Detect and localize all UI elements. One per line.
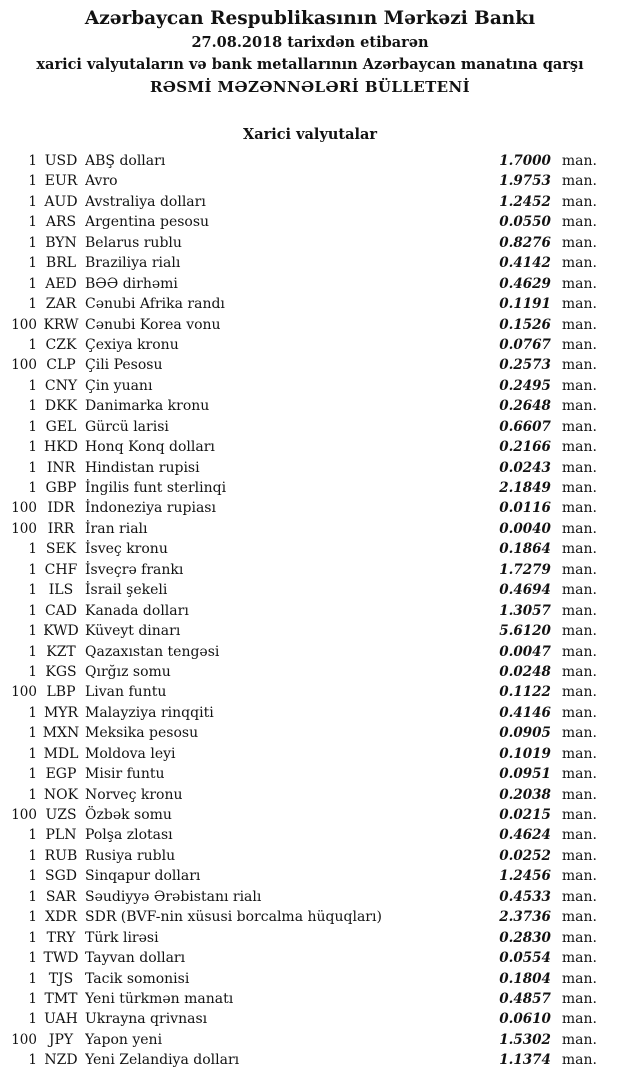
table-row [0, 969, 620, 989]
currency-name: Norveç kronu [85, 786, 183, 803]
table-row [0, 887, 620, 907]
quantity: 1 [28, 214, 37, 231]
unit-label: man. [561, 745, 597, 762]
currency-code: NOK [43, 786, 79, 803]
exchange-rate: 0.0040 [499, 520, 551, 537]
quantity: 1 [28, 541, 37, 558]
quantity: 100 [11, 316, 37, 333]
unit-label: man. [561, 296, 597, 313]
table-row [0, 437, 620, 457]
currency-name: Polşa zlotası [85, 827, 173, 844]
table-row [0, 335, 620, 355]
currency-name: Türk lirəsi [85, 929, 159, 946]
unit-label: man. [561, 909, 597, 926]
table-row [0, 682, 620, 702]
table-row [0, 621, 620, 641]
quantity: 1 [28, 888, 37, 905]
table-row [0, 315, 620, 335]
table-row [0, 866, 620, 886]
quantity: 1 [28, 745, 37, 762]
currency-name: Ukrayna qrivnası [85, 1011, 208, 1028]
exchange-rate: 1.7279 [499, 561, 551, 578]
table-row [0, 274, 620, 294]
table-row [0, 601, 620, 621]
exchange-rate: 5.6120 [499, 623, 551, 640]
exchange-rate: 0.1191 [499, 296, 551, 313]
quantity: 1 [28, 602, 37, 619]
table-row [0, 642, 620, 662]
currency-name: BƏƏ dirhəmi [85, 275, 178, 292]
currency-code: BYN [45, 234, 77, 251]
currency-name: Braziliya rialı [85, 255, 181, 272]
currency-name: Çin yuanı [85, 377, 153, 394]
unit-label: man. [561, 520, 597, 537]
currency-code: GBP [45, 480, 77, 496]
exchange-rate: 1.5302 [499, 1031, 551, 1048]
currency-code: BRL [45, 255, 77, 272]
exchange-rate: 0.4629 [499, 275, 551, 292]
unit-label: man. [561, 500, 597, 517]
currency-name: Qırğız somu [85, 663, 171, 680]
table-row [0, 662, 620, 682]
currency-name: Özbək somu [85, 807, 172, 823]
quantity: 100 [11, 1031, 37, 1048]
quantity: 100 [11, 357, 37, 374]
table-row [0, 171, 620, 191]
unit-label: man. [561, 888, 597, 905]
exchange-rate: 0.0554 [499, 950, 551, 967]
exchange-rate: 1.7000 [499, 153, 551, 169]
exchange-rate: 1.1374 [499, 1052, 551, 1069]
currency-code: ARS [45, 214, 77, 231]
table-row [0, 233, 620, 253]
table-row [0, 498, 620, 518]
exchange-rate: 0.4624 [499, 827, 551, 844]
currency-code: MYR [43, 704, 79, 721]
quantity: 1 [28, 990, 37, 1007]
quantity: 1 [28, 1011, 37, 1028]
table-row [0, 253, 620, 273]
quantity: 1 [28, 909, 37, 926]
exchange-rate: 0.0951 [499, 766, 551, 783]
unit-label: man. [561, 153, 597, 169]
exchange-rate: 0.6607 [499, 418, 551, 435]
exchange-rate: 1.9753 [499, 173, 551, 190]
exchange-rate: 1.3057 [499, 602, 551, 619]
currency-code: LBP [46, 684, 76, 701]
currency-code: DKK [44, 398, 78, 415]
quantity: 1 [28, 296, 37, 313]
table-row [0, 825, 620, 845]
exchange-rate: 1.2452 [499, 193, 551, 210]
currency-name: Çili Pesosu [85, 357, 163, 374]
table-row [0, 744, 620, 764]
unit-label: man. [561, 623, 597, 640]
table-row [0, 907, 620, 927]
currency-code: JPY [48, 1031, 74, 1048]
table-row [0, 417, 620, 437]
currency-code: KGS [45, 663, 77, 680]
unit-label: man. [561, 1031, 597, 1048]
unit-label: man. [561, 786, 597, 803]
quantity: 1 [28, 193, 37, 210]
quantity: 1 [28, 459, 37, 476]
table-row [0, 928, 620, 948]
currency-name: Çexiya kronu [85, 336, 179, 353]
exchange-rate: 0.4857 [499, 990, 551, 1007]
table-row [0, 580, 620, 600]
currency-code: USD [44, 153, 78, 169]
table-row [0, 764, 620, 784]
exchange-rate: 0.0252 [499, 847, 551, 864]
quantity: 1 [28, 173, 37, 190]
table-row [0, 723, 620, 743]
table-row [0, 396, 620, 416]
unit-label: man. [561, 173, 597, 190]
effective-date-line: 27.08.2018 tarixdən etibarən [191, 34, 429, 51]
currency-code: TJS [48, 970, 74, 987]
unit-label: man. [561, 827, 597, 844]
unit-label: man. [561, 663, 597, 680]
quantity: 1 [28, 704, 37, 721]
quantity: 1 [28, 643, 37, 660]
unit-label: man. [561, 439, 597, 456]
quantity: 1 [28, 623, 37, 640]
unit-label: man. [561, 459, 597, 476]
table-row [0, 212, 620, 232]
unit-label: man. [561, 970, 597, 987]
unit-label: man. [561, 357, 597, 374]
exchange-rate: 1.2456 [499, 868, 551, 885]
currency-code: AUD [44, 193, 78, 210]
quantity: 1 [28, 480, 37, 496]
unit-label: man. [561, 398, 597, 415]
table-row [0, 1030, 620, 1050]
currency-name: Kanada dolları [85, 602, 189, 619]
exchange-rate: 0.2830 [499, 929, 551, 946]
quantity: 1 [28, 439, 37, 456]
currency-name: Yapon yeni [85, 1031, 163, 1048]
table-row [0, 785, 620, 805]
quantity: 1 [28, 847, 37, 864]
currency-code: UAH [44, 1011, 78, 1028]
unit-label: man. [561, 480, 597, 496]
currency-name: SDR (BVF-nin xüsusi borcalma hüquqları) [85, 909, 382, 926]
table-row [0, 703, 620, 723]
unit-label: man. [561, 684, 597, 701]
section-title-foreign-currencies: Xarici valyutalar [242, 126, 378, 143]
currency-name: Rusiya rublu [85, 847, 176, 864]
quantity: 1 [28, 275, 37, 292]
currency-name: ABŞ dolları [85, 153, 166, 169]
currency-name: Misir funtu [85, 766, 165, 783]
quantity: 100 [11, 520, 37, 537]
currency-code: SAR [45, 888, 77, 905]
currency-name: Tacik somonisi [85, 970, 190, 987]
quantity: 1 [28, 398, 37, 415]
currency-name: Honq Konq dolları [85, 439, 215, 456]
quantity: 1 [28, 950, 37, 967]
currency-code: NZD [44, 1052, 78, 1069]
table-row [0, 948, 620, 968]
quantity: 1 [28, 827, 37, 844]
quantity: 1 [28, 868, 37, 885]
currency-code: EUR [44, 173, 78, 190]
unit-label: man. [561, 766, 597, 783]
unit-label: man. [561, 541, 597, 558]
currency-code: MXN [42, 725, 80, 742]
exchange-rate: 0.4694 [499, 582, 551, 599]
currency-code: TRY [46, 929, 76, 946]
currency-name: Cənubi Korea vonu [85, 316, 221, 333]
currency-code: RUB [44, 847, 78, 864]
exchange-rate: 0.2495 [499, 377, 551, 394]
currency-code: INR [46, 459, 76, 476]
currency-code: IRR [47, 520, 75, 537]
exchange-rate: 0.1526 [499, 316, 551, 333]
unit-label: man. [561, 725, 597, 742]
currency-code: KWD [43, 623, 79, 640]
bulletin-title: RƏSMİ MƏZƏNNƏLƏRİ BÜLLETENİ [149, 78, 471, 96]
exchange-rate: 0.1864 [499, 541, 551, 558]
currency-code: EGP [45, 766, 77, 783]
currency-code: KRW [43, 316, 79, 333]
currency-name: Sinqapur dolları [85, 868, 201, 885]
unit-label: man. [561, 336, 597, 353]
quantity: 1 [28, 234, 37, 251]
table-row [0, 376, 620, 396]
currency-name: Danimarka kronu [85, 398, 210, 415]
unit-label: man. [561, 214, 597, 231]
currency-name: Meksika pesosu [85, 725, 199, 742]
exchange-rate: 0.8276 [499, 234, 551, 251]
currency-name: Malayziya rinqqiti [85, 704, 214, 721]
currency-code: CLP [46, 357, 76, 374]
currency-name: Avstraliya dolları [85, 193, 206, 210]
exchange-rate: 0.2648 [499, 398, 551, 415]
exchange-rate: 0.0248 [499, 663, 551, 680]
unit-label: man. [561, 643, 597, 660]
quantity: 1 [28, 336, 37, 353]
currency-name: Belarus rublu [85, 234, 182, 251]
exchange-rate: 0.0047 [499, 643, 551, 660]
table-row [0, 1009, 620, 1029]
quantity: 1 [28, 418, 37, 435]
quantity: 1 [28, 766, 37, 783]
currency-code: CNY [44, 377, 78, 394]
table-row [0, 539, 620, 559]
unit-label: man. [561, 275, 597, 292]
currency-name: Moldova leyi [85, 745, 176, 762]
quantity: 1 [28, 663, 37, 680]
table-row [0, 989, 620, 1009]
exchange-rate: 0.4533 [499, 888, 551, 905]
exchange-rate: 0.0550 [499, 214, 551, 231]
exchange-rate: 2.1849 [499, 480, 551, 496]
currency-name: Gürcü larisi [85, 418, 169, 435]
exchange-rate: 0.1122 [499, 684, 551, 701]
bank-title: Azərbaycan Respublikasının Mərkəzi Bankı [84, 8, 536, 29]
table-row [0, 192, 620, 212]
currency-code: GEL [45, 418, 77, 435]
unit-label: man. [561, 807, 597, 823]
exchange-rate: 2.3736 [499, 909, 551, 926]
currency-code: MDL [43, 745, 79, 762]
currency-name: Cənubi Afrika randı [85, 296, 225, 313]
unit-label: man. [561, 316, 597, 333]
exchange-rate: 0.4142 [499, 255, 551, 272]
unit-label: man. [561, 234, 597, 251]
currency-code: UZS [45, 807, 77, 823]
currency-code: HKD [44, 439, 78, 456]
unit-label: man. [561, 868, 597, 885]
exchange-rate: 0.0767 [499, 336, 551, 353]
bulletin-header [0, 0, 620, 98]
unit-label: man. [561, 1011, 597, 1028]
currency-name: Argentina pesosu [85, 214, 210, 231]
currency-name: İsveçrə frankı [85, 561, 184, 578]
currency-name: Qazaxıstan tengəsi [85, 643, 220, 660]
currency-code: AED [45, 275, 77, 292]
table-row [0, 805, 620, 825]
currency-name: Hindistan rupisi [85, 459, 200, 476]
exchange-rate: 0.0905 [499, 725, 551, 742]
unit-label: man. [561, 255, 597, 272]
unit-label: man. [561, 929, 597, 946]
unit-label: man. [561, 950, 597, 967]
exchange-rate: 0.0116 [499, 500, 551, 517]
quantity: 1 [28, 970, 37, 987]
currency-name: İngilis funt sterlinqi [85, 480, 227, 496]
quantity: 1 [28, 786, 37, 803]
quantity: 1 [28, 582, 37, 599]
unit-label: man. [561, 561, 597, 578]
currency-code: PLN [45, 827, 77, 844]
quantity: 1 [28, 929, 37, 946]
table-row [0, 478, 620, 498]
rates-table [0, 151, 620, 1071]
currency-name: Yeni türkmən manatı [85, 990, 234, 1007]
table-row [0, 355, 620, 375]
table-row [0, 1050, 620, 1070]
currency-name: Yeni Zelandiya dolları [85, 1052, 240, 1069]
exchange-rate: 0.1804 [499, 970, 551, 987]
exchange-rate: 0.4146 [499, 704, 551, 721]
currency-code: CZK [45, 336, 77, 353]
quantity: 1 [28, 561, 37, 578]
unit-label: man. [561, 1052, 597, 1069]
exchange-rate: 0.2038 [499, 786, 551, 803]
currency-name: İndoneziya rupiası [85, 500, 216, 517]
exchange-rate: 0.0243 [499, 459, 551, 476]
subtitle-line: xarici valyutaların və bank metallarının Azərbaycan manatına qarşı [36, 56, 584, 73]
exchange-rate: 0.0215 [499, 807, 551, 823]
unit-label: man. [561, 704, 597, 721]
table-row [0, 846, 620, 866]
quantity: 1 [28, 153, 37, 169]
quantity: 1 [28, 1052, 37, 1069]
currency-name: Küveyt dinarı [85, 623, 181, 640]
currency-name: Livan funtu [85, 684, 167, 701]
currency-name: İsrail şekeli [85, 582, 168, 599]
exchange-rate: 0.2573 [499, 357, 551, 374]
currency-code: ZAR [45, 296, 77, 313]
currency-code: ILS [48, 582, 74, 599]
quantity: 100 [11, 684, 37, 701]
exchange-rate: 0.2166 [499, 439, 551, 456]
currency-code: SEK [45, 541, 77, 558]
table-row [0, 560, 620, 580]
table-row [0, 294, 620, 314]
currency-name: Tayvan dolları [85, 950, 186, 967]
exchange-rate: 0.1019 [499, 745, 551, 762]
currency-name: İsveç kronu [85, 541, 168, 558]
quantity: 1 [28, 255, 37, 272]
quantity: 1 [28, 377, 37, 394]
unit-label: man. [561, 582, 597, 599]
table-row [0, 458, 620, 478]
unit-label: man. [561, 602, 597, 619]
currency-code: TWD [43, 950, 79, 967]
table-row [0, 151, 620, 171]
quantity: 100 [11, 807, 37, 823]
currency-code: TMT [44, 990, 78, 1007]
currency-code: KZT [46, 643, 76, 660]
currency-name: İran rialı [85, 520, 148, 537]
currency-code: CAD [44, 602, 78, 619]
unit-label: man. [561, 847, 597, 864]
currency-name: Avro [85, 173, 118, 190]
unit-label: man. [561, 193, 597, 210]
unit-label: man. [561, 418, 597, 435]
exchange-rate: 0.0610 [499, 1011, 551, 1028]
unit-label: man. [561, 990, 597, 1007]
quantity: 100 [11, 500, 37, 517]
quantity: 1 [28, 725, 37, 742]
currency-code: IDR [47, 500, 75, 517]
currency-name: Səudiyyə Ərəbistanı rialı [85, 888, 262, 905]
unit-label: man. [561, 377, 597, 394]
table-row [0, 519, 620, 539]
currency-code: XDR [45, 909, 77, 926]
currency-code: SGD [45, 868, 77, 885]
currency-code: CHF [44, 561, 78, 578]
